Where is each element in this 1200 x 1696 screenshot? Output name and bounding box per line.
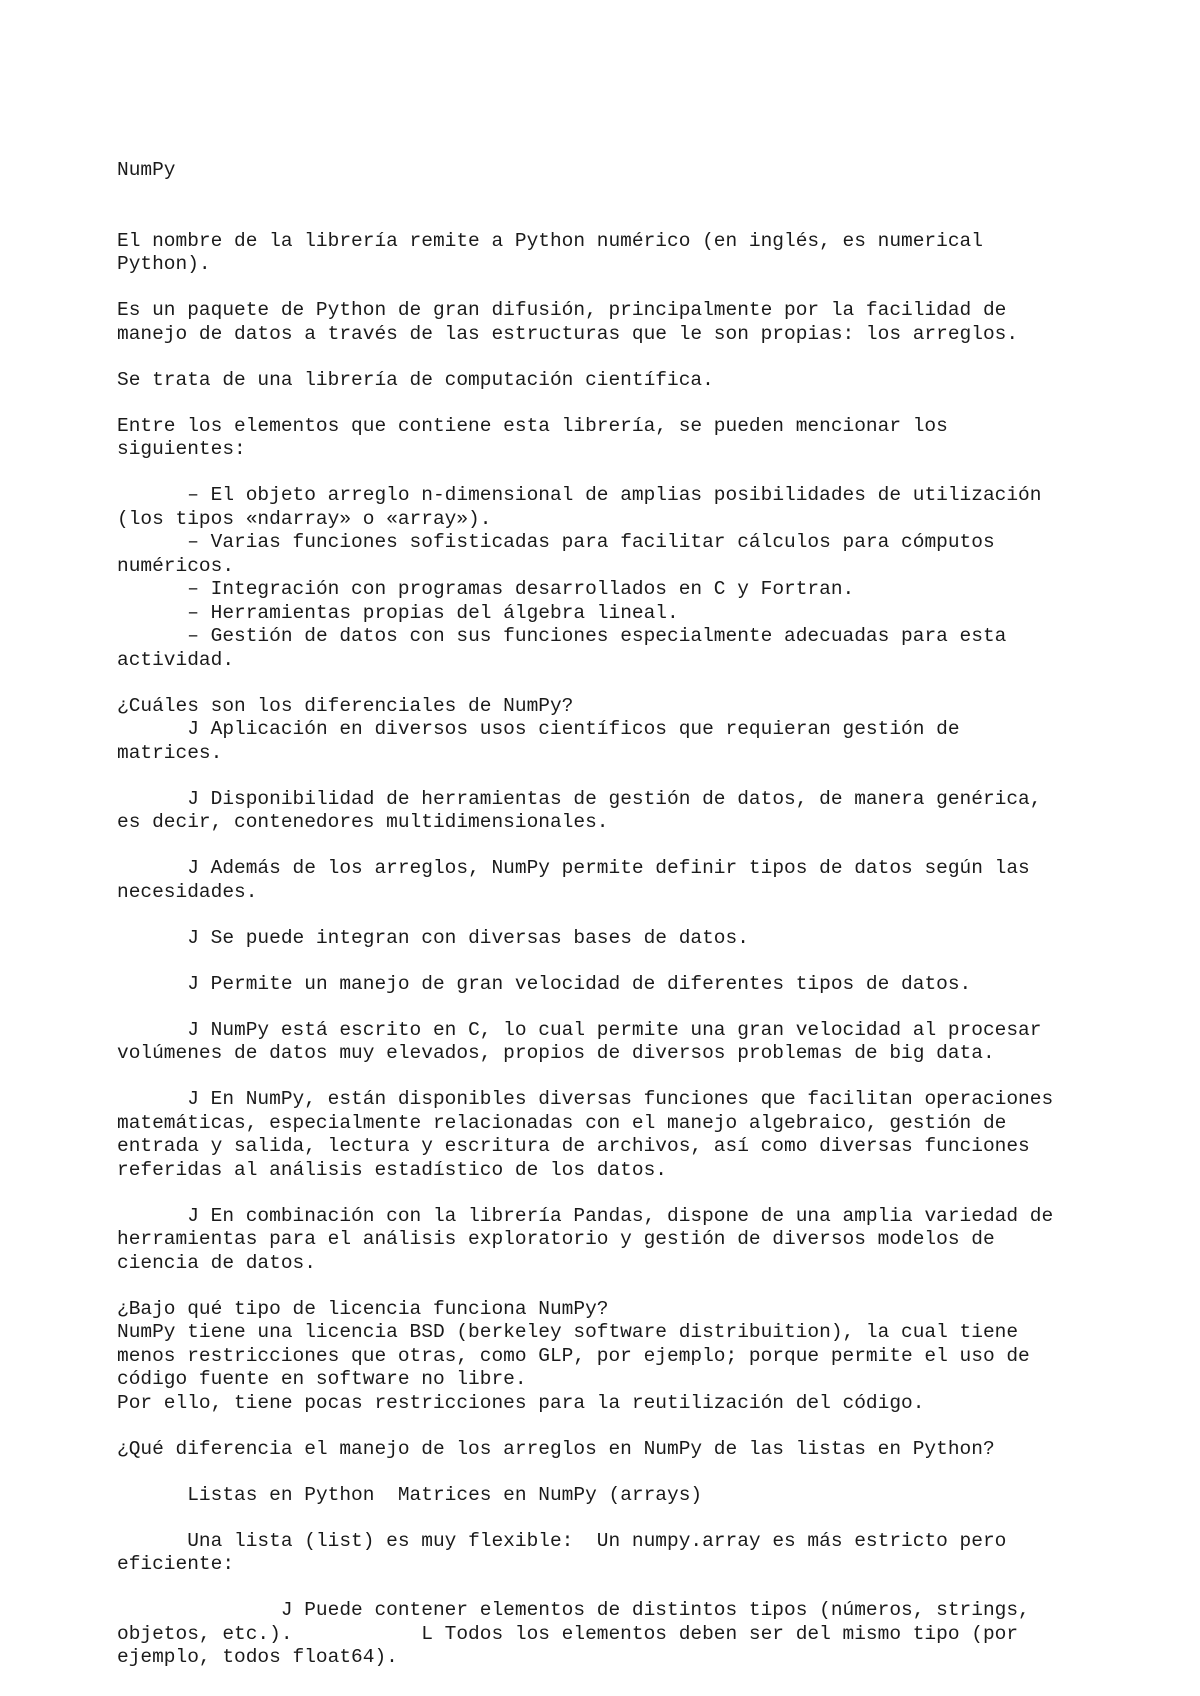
text-line: Se trata de una librería de computación científica. (117, 368, 714, 391)
document-body (117, 112, 1117, 1693)
blank-line (117, 835, 1117, 858)
text-line: menos restricciones que otras, como GLP, por ejemplo; porque permite el uso de (117, 1344, 1030, 1367)
text-line: J NumPy está escrito en C, lo cual permite una gran velocidad al procesar (117, 1018, 1042, 1041)
text-line: es decir, contenedores multidimensionales. (117, 811, 609, 833)
text-line: ejemplo, todos float64). (117, 1646, 398, 1668)
text-line: J Puede contener elementos de distintos tipos (números, strings, (117, 1599, 1030, 1621)
text-line: ¿Bajo qué tipo de licencia funciona NumPy? (117, 1297, 609, 1320)
text-line: eficiente: (117, 1553, 235, 1575)
text-line: Por ello, tiene pocas restricciones para la reutilización del código. (117, 1391, 925, 1414)
text-line: – Herramientas propias del álgebra lineal. (117, 601, 679, 624)
text-line: El nombre de la librería remite a Python numérico (en inglés, es numerical (117, 229, 983, 252)
text-line: J Aplicación en diversos usos científicos que requieran gestión de (117, 718, 960, 740)
document-title: NumPy (117, 159, 176, 181)
text-line: actividad. (117, 648, 235, 671)
text-line: código fuente en software no libre. (117, 1368, 527, 1390)
blank-line (117, 996, 1117, 1019)
text-line: – Gestión de datos con sus funciones especialmente adecuadas para esta (117, 625, 1007, 647)
text-line: J En NumPy, están disponibles diversas funciones que facilitan operaciones (117, 1088, 1054, 1110)
text-line: J En combinación con la librería Pandas, dispone de una amplia variedad de (117, 1204, 1054, 1227)
text-line: J Además de los arreglos, NumPy permite definir tipos de datos según las (117, 857, 1030, 879)
blank-line (117, 672, 1117, 695)
text-line: – Integración con programas desarrollados en C y Fortran. (117, 578, 855, 600)
text-line: ¿Cuáles son los diferenciales de NumPy? (117, 694, 574, 717)
text-line: – El objeto arreglo n-dimensional de amplias posibilidades de utilización (117, 484, 1042, 506)
blank-line (117, 904, 1117, 927)
blank-line (117, 1182, 1117, 1205)
blank-line (117, 765, 1117, 788)
text-line: Listas en Python Matrices en NumPy (arrays) (117, 1483, 703, 1506)
text-line: ¿Qué diferencia el manejo de los arreglos en NumPy de las listas en Python? (117, 1437, 995, 1460)
text-line: Entre los elementos que contiene esta librería, se pueden mencionar los (117, 414, 948, 437)
text-line: numéricos. (117, 554, 235, 577)
text-line: herramientas para el análisis exploratorio y gestión de diversos modelos de (117, 1228, 995, 1250)
text-line: J Disponibilidad de herramientas de gestión de datos, de manera genérica, (117, 787, 1042, 810)
text-line: NumPy tiene una licencia BSD (berkeley software distribuition), la cual tiene (117, 1321, 1019, 1343)
blank-line (117, 1577, 1117, 1600)
text-line: volúmenes de datos muy elevados, propios de diversos problemas de big data. (117, 1042, 995, 1064)
blank-line (117, 462, 1117, 485)
blank-line (117, 346, 1117, 369)
blank-line (117, 1415, 1117, 1438)
blank-line (117, 1066, 1117, 1089)
blank-line (117, 277, 1117, 300)
blank-line (117, 1507, 1117, 1530)
text-line: matemáticas, especialmente relacionadas con el manejo algebraico, gestión de (117, 1111, 1007, 1134)
text-line: objetos, etc.). L Todos los elementos deben ser del mismo tipo (por (117, 1622, 1019, 1645)
text-line: referidas al análisis estadístico de los datos. (117, 1158, 667, 1181)
text-line: ciencia de datos. (117, 1251, 316, 1274)
document-lines (117, 230, 1117, 1670)
text-line: matrices. (117, 741, 223, 764)
text-line: Python). (117, 253, 211, 275)
text-line: J Se puede integran con diversas bases de datos. (117, 926, 749, 949)
blank-line (117, 392, 1117, 415)
text-line: – Varias funciones sofisticadas para facilitar cálculos para cómputos (117, 531, 995, 553)
blank-line (117, 950, 1117, 973)
text-line: Es un paquete de Python de gran difusión, principalmente por la facilidad de (117, 299, 1007, 321)
text-line: manejo de datos a través de las estructuras que le son propias: los arreglos. (117, 322, 1019, 345)
text-line: J Permite un manejo de gran velocidad de diferentes tipos de datos. (117, 972, 972, 995)
text-line: entrada y salida, lectura y escritura de archivos, así como diversas funciones (117, 1135, 1030, 1157)
text-line: (los tipos «ndarray» o «array»). (117, 507, 492, 530)
blank-line (117, 1275, 1117, 1298)
text-line: Una lista (list) es muy flexible: Un numpy.array es más estricto pero (117, 1529, 1007, 1552)
text-line: siguientes: (117, 438, 246, 460)
text-line: necesidades. (117, 880, 258, 903)
blank-line (117, 1461, 1117, 1484)
